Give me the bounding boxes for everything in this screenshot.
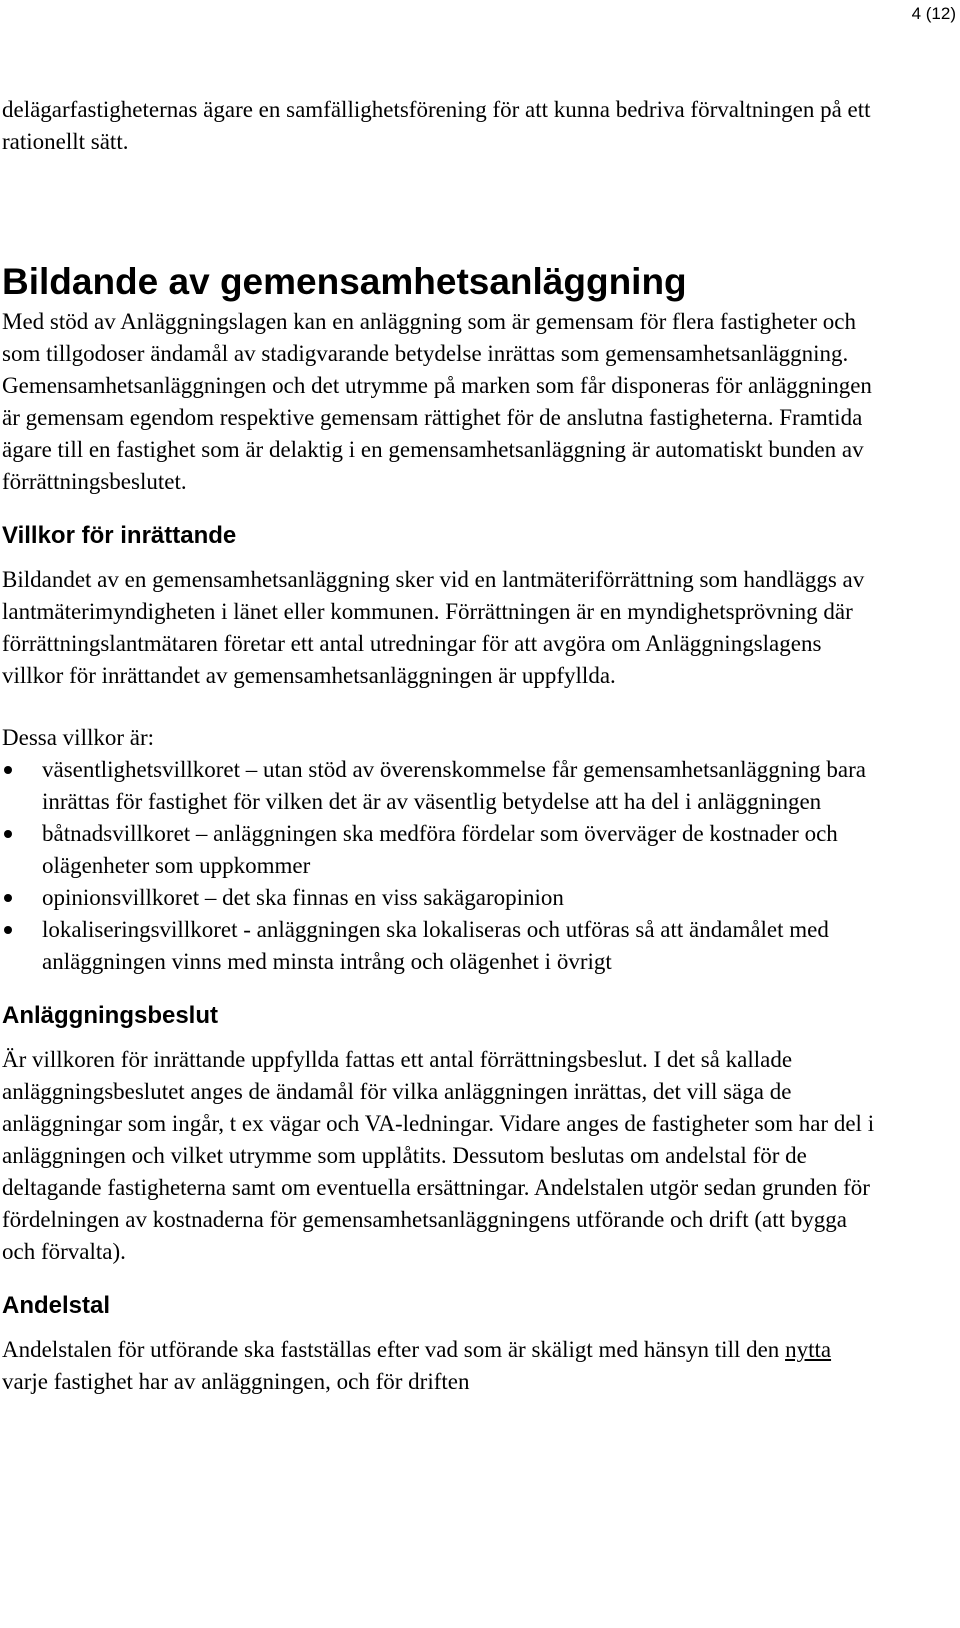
paragraph-anlaggningsbeslut: Är villkoren för inrättande uppfyllda fattas ett antal förrättningsbeslut. I det så kallade anläggningsbeslutet anges de ändamål för vilka anläggningen inrättas, det vill säga de anläggningar som ingår, t ex vägar och VA-ledningar. Vidare anges de fastigheter som har del i anläggningen och vilket utrymme som upplåtits. Dessutom beslutas om andelstal för de deltagande fastigheterna samt om eventuella ersättningar. Andelstalen utgör sedan grunden för fördelningen av kostnaderna för gemensamhetsanläggningens utförande och drift (att bygga och förvalta). (2, 1047, 875, 1264)
heading-bildande: Bildande av gemensamhetsanläggning (2, 261, 687, 302)
list-item: lokaliseringsvillkoret - anläggningen ska lokaliseras och utföras så att ändamålet med anläggningen vinns med minsta intrång och olägenhet i övrigt (2, 914, 882, 978)
list-item: båtnadsvillkoret – anläggningen ska medföra fördelar som överväger de kostnader och olägenheter som uppkommer (2, 818, 882, 882)
heading-andelstal: Andelstal (2, 1292, 111, 1319)
bullet-icon (4, 894, 12, 902)
list-item: väsentlighetsvillkoret – utan stöd av överenskommelse får gemensamhetsanläggning bara inrättas för fastighet för vilken det är av väsentlig betydelse att ha del i anläggningen (2, 754, 882, 818)
intro-paragraph: delägarfastigheternas ägare en samfällighetsförening för att kunna bedriva förvaltningen på ett rationellt sätt. (2, 97, 871, 154)
paragraph-villkor: Bildandet av en gemensamhetsanläggning sker vid en lantmäteriförrättning som handläggs av lantmäterimyndigheten i länet eller kommunen. Förrättningen är en myndighetsprövning där förrättningslantmätaren företar ett antal utredningar för att avgöra om Anläggningslagens villkor för inrättandet av gemensamhetsanläggningen är uppfyllda. (2, 567, 865, 688)
page-number: 4 (12) (911, 4, 956, 23)
list-item: opinionsvillkoret – det ska finnas en viss sakägaropinion (2, 882, 882, 914)
list-intro: Dessa villkor är: (2, 725, 155, 750)
underlined-word: nytta (785, 1337, 832, 1362)
conditions-list (2, 754, 882, 978)
paragraph-andelstal: Andelstalen för utförande ska fastställas efter vad som är skäligt med hänsyn till den nytta varje fastighet har av anläggningen, och för driften (2, 1337, 832, 1394)
bullet-icon (4, 830, 12, 838)
paragraph-bildande: Med stöd av Anläggningslagen kan en anläggning som är gemensam för flera fastigheter och som tillgodoser ändamål av stadigvarande betydelse inrättas som gemensamhetsanläggning. Gemensamhetsanläggningen och det utrymme på marken som får disponeras för anläggningen är gemensam egendom respektive gemensam rättighet för de anslutna fastigheterna. Framtida ägare till en fastighet som är delaktig i en gemensamhetsanläggning är automatiskt bunden av förrättningsbeslutet. (2, 309, 872, 494)
heading-anlaggningsbeslut: Anläggningsbeslut (2, 1002, 218, 1029)
document-body (2, 94, 882, 1398)
bullet-icon (4, 766, 12, 774)
bullet-icon (4, 926, 12, 934)
heading-villkor: Villkor för inrättande (2, 522, 237, 549)
